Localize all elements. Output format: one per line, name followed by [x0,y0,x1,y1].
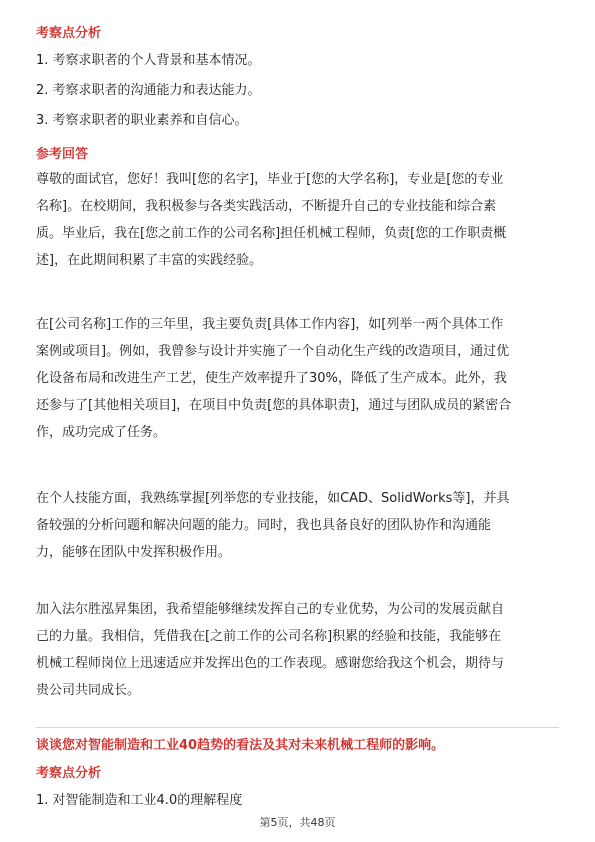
paragraph-line: 机械工程师岗位上迅速适应并发挥出色的工作表现。感谢您给我这个机会，期待与 [36,656,505,671]
paragraph-line: 备较强的分析问题和解决问题的能力。同时，我也具备良好的团队协作和沟通能 [36,518,492,533]
answer-paragraph-1 [36,166,561,274]
paragraph-line: 案例或项目]。例如，我曾参与设计并实施了一个自动化生产线的改造项目，通过优 [36,344,510,359]
analysis-heading: 考察点分析 [36,26,102,41]
paragraph-line: 还参与了[其他相关项目]，在项目中负责[您的具体职责]，通过与团队成员的紧密合 [36,398,512,413]
paragraph-line: 力，能够在团队中发挥积极作用。 [36,545,232,560]
paragraph-line: 在[公司名称]工作的三年里，我主要负责[具体工作内容]，如[列举一两个具体工作 [36,317,504,332]
paragraph-line: 述]，在此期间积累了丰富的实践经验。 [36,253,263,268]
analysis-point-1: 1. 考察求职者的个人背景和基本情况。 [36,53,261,68]
analysis-point-3: 3. 考察求职者的职业素养和自信心。 [36,113,248,128]
paragraph-line: 化设备布局和改进生产工艺，使生产效率提升了30%，降低了生产成本。此外，我 [36,371,507,386]
answer-paragraph-2 [36,311,561,446]
analysis-point-2: 2. 考察求职者的沟通能力和表达能力。 [36,83,261,98]
question-title: 谈谈您对智能制造和工业40趋势的看法及其对未来机械工程师的影响。 [36,738,445,753]
paragraph-line: 己的力量。我相信，凭借我在[之前工作的公司名称]积累的经验和技能，我能够在 [36,629,502,644]
paragraph-line: 作，成功完成了任务。 [36,425,167,440]
analysis-point-2-1: 1. 对智能制造和工业4.0的理解程度 [36,793,243,808]
paragraph-line: 加入法尔胜泓昇集团，我希望能够继续发挥自己的专业优势，为公司的发展贡献自 [36,602,505,617]
page-footer: 第5页，共48页 [259,816,336,829]
answer-paragraph-3 [36,485,561,566]
answer-heading: 参考回答 [36,147,89,162]
paragraph-line: 尊敬的面试官，您好！我叫[您的名字]，毕业于[您的大学名称]，专业是[您的专业 [36,172,504,187]
answer-paragraph-4 [36,596,561,704]
paragraph-line: 名称]。在校期间，我积极参与各类实践活动，不断提升自己的专业技能和综合素 [36,199,497,214]
paragraph-line: 在个人技能方面，我熟练掌握[列举您的专业技能，如CAD、SolidWorks等]，并具 [36,491,510,506]
paragraph-line: 贵公司共同成长。 [36,683,141,698]
section-divider [36,727,559,728]
paragraph-line: 质。毕业后，我在[您之前工作的公司名称]担任机械工程师，负责[您的工作职责概 [36,226,507,241]
analysis-heading-2: 考察点分析 [36,766,102,781]
